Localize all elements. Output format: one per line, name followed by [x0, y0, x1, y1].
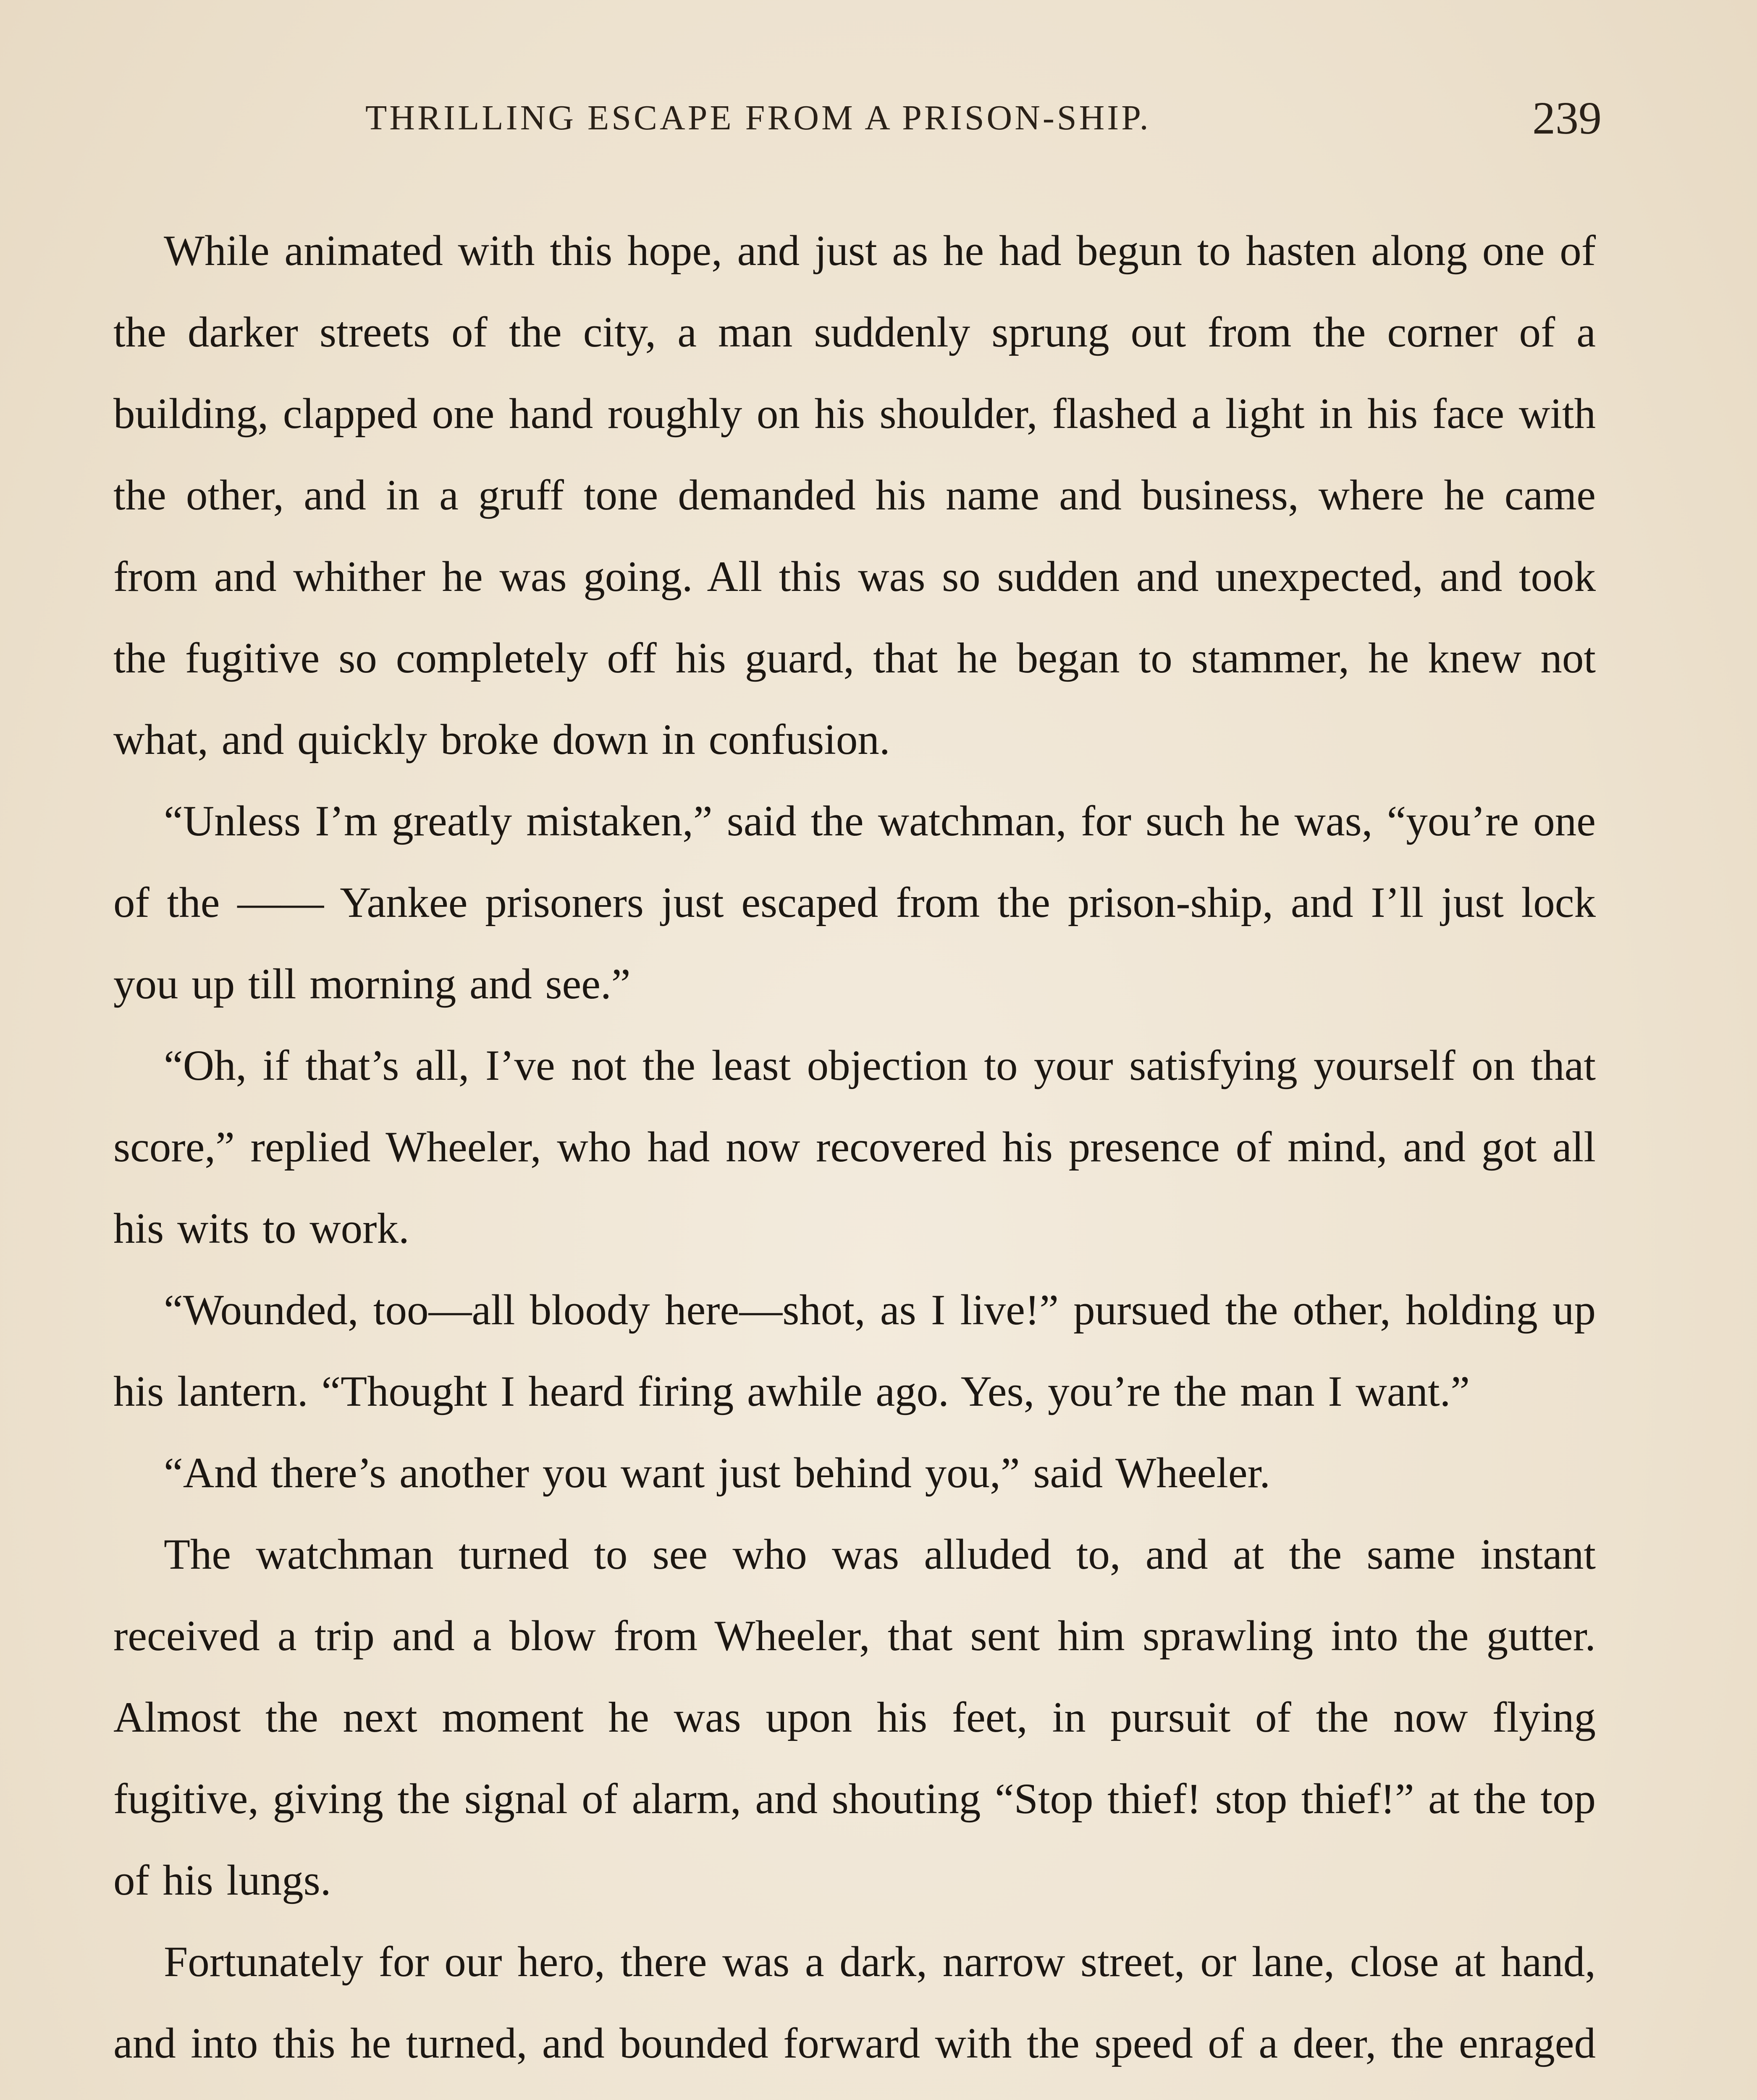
paragraph: “And there’s another you want just behind you,” said Wheeler.: [164, 1449, 1270, 1497]
paragraph: “Oh, if that’s all, I’ve not the least objection to your satisfying yourself on that score,” replied Wheeler, who had now recovered his presence of mind, and got all his wits to work.: [113, 1042, 1596, 1252]
paragraph: Fortunately for our hero, there was a dark, narrow street, or lane, close at hand, and into this he turned, and bounded forward with the speed of a deer, the enraged: [113, 1938, 1596, 2067]
body-text: [113, 210, 1596, 2100]
paragraph: The watchman turned to see who was alluded to, and at the same instant received a trip and a blow from Wheeler, that sent him sprawling into the gutter. Almost the next moment he was upon his feet, in pursuit of the now flying fugitive, giving the signal of alarm, and shouting “Stop thief! stop thief!” at the top of his lungs.: [113, 1530, 1596, 1904]
paragraph: “Unless I’m greatly mistaken,” said the watchman, for such he was, “you’re one of the —— Yankee prisoners just escaped from the prison-ship, and I’ll just lock you up till morning and see.”: [113, 797, 1596, 1008]
paragraph: While animated with this hope, and just as he had begun to hasten along one of the darker streets of the city, a man suddenly sprung out from the corner of a building, clapped one hand roughly on his shoulder, flashed a light in his face with the other, and in a gruff tone demanded his name and business, where he came from and whither he was going. All this was so sudden and unexpected, and took the fugitive so completely off his guard, that he began to stammer, he knew not what, and quickly broke down in confusion.: [113, 227, 1596, 764]
paragraph: “Wounded, too—all bloody here—shot, as I live!” pursued the other, holding up his lantern. “Thought I heard firing awhile ago. Yes, you’re the man I want.”: [113, 1286, 1596, 1415]
page-number: 239: [1532, 92, 1602, 144]
running-title: THRILLING ESCAPE FROM A PRISON-SHIP.: [365, 98, 1151, 137]
